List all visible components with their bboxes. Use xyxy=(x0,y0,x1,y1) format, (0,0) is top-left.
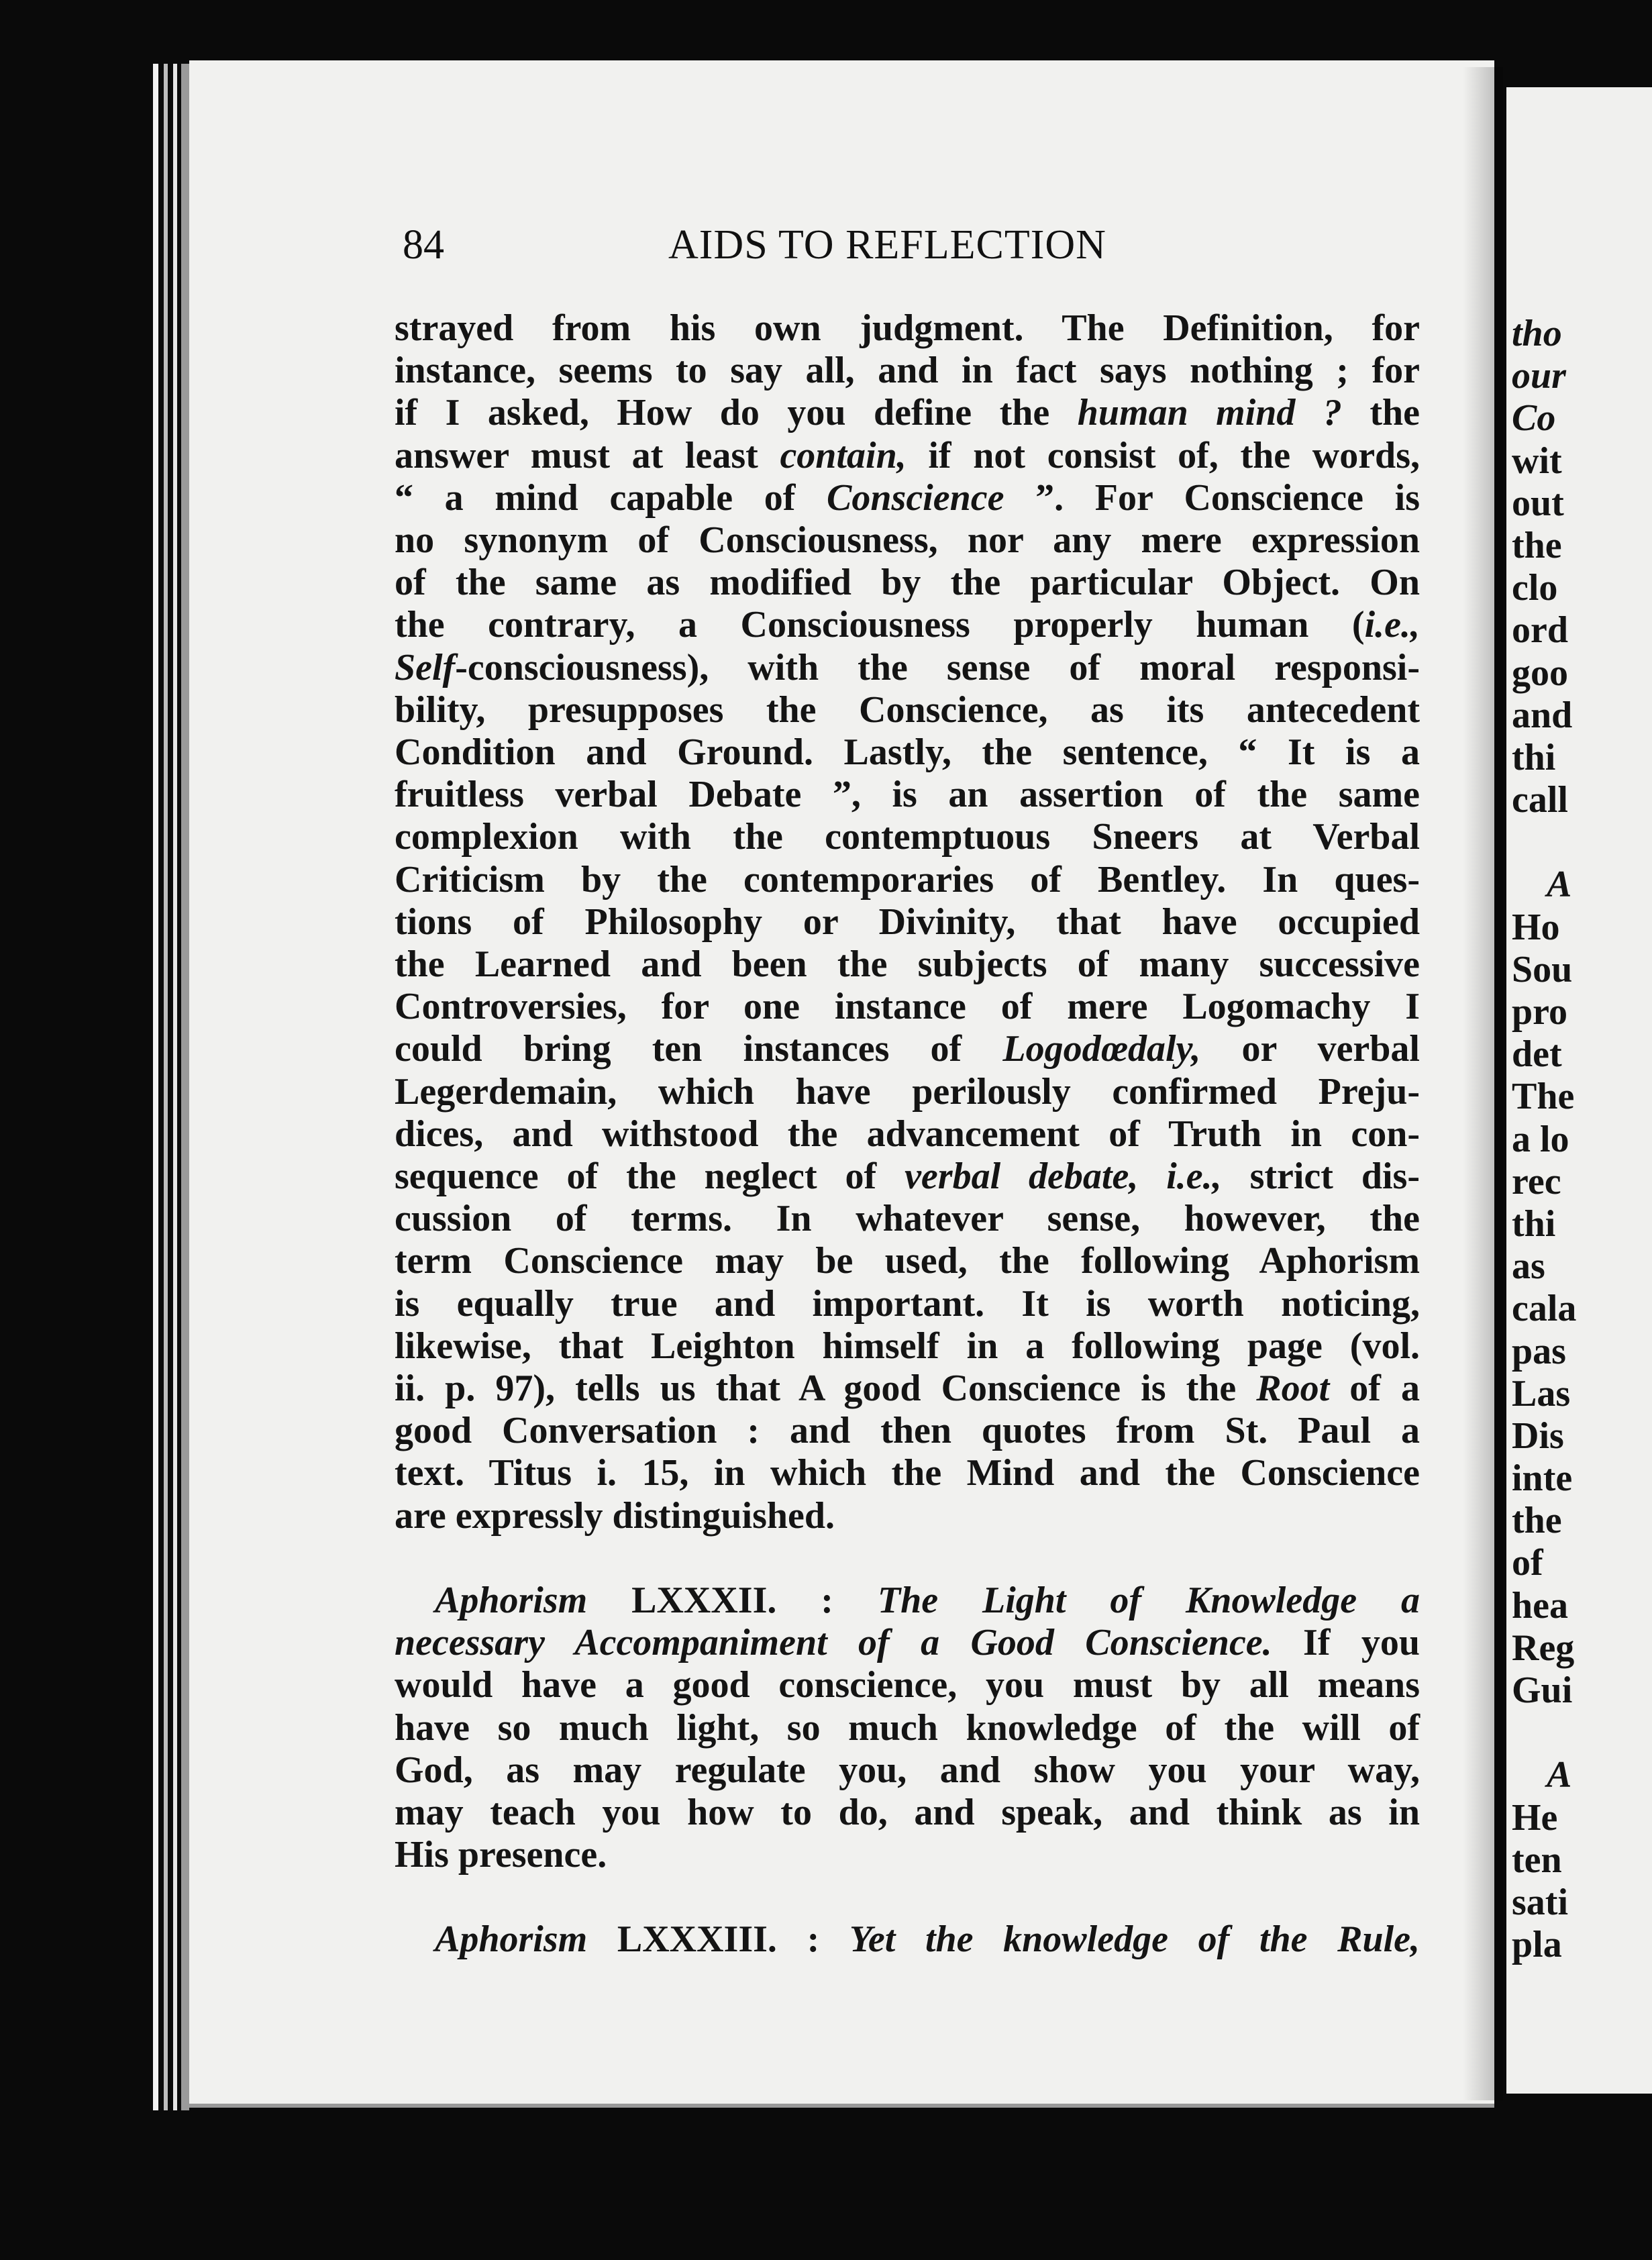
facing-page-fragment: out xyxy=(1512,482,1564,524)
facing-page-fragment: and xyxy=(1512,694,1573,736)
italic-phrase: Conscience xyxy=(827,476,1004,519)
running-head xyxy=(403,221,1389,275)
text-line: the contrary, a Consciousness properly human ( xyxy=(395,604,1365,646)
page-edge xyxy=(164,64,168,2110)
facing-page-fragment: ten xyxy=(1512,1839,1562,1881)
facing-page-fragment: cala xyxy=(1512,1288,1577,1330)
text-line: if I asked, How do you define the xyxy=(395,392,1078,434)
text-line: LXXXII. : xyxy=(587,1579,878,1621)
text-line: no synonym of Consciousness, nor any mere expression xyxy=(395,519,1420,562)
facing-page-fragment: A xyxy=(1547,1754,1572,1796)
text-line: text. Titus i. 15, in which the Mind and the Conscience xyxy=(395,1452,1420,1494)
text-line: Condition and Ground. Lastly, the sentence, “ It is a xyxy=(395,731,1420,774)
paragraph xyxy=(395,307,1420,1537)
facing-page-fragment: as xyxy=(1512,1245,1545,1288)
page-number: 84 xyxy=(403,222,444,268)
page-edge xyxy=(181,64,189,2110)
facing-page-fragment: pas xyxy=(1512,1330,1566,1372)
facing-page-fragment: the xyxy=(1512,524,1562,566)
italic-phrase: Root xyxy=(1256,1368,1330,1410)
text-line: would have a good conscience, you must by all means xyxy=(395,1664,1420,1706)
facing-page-fragment: Ho xyxy=(1512,906,1560,948)
text-line: strayed from his own judgment. The Definition, for xyxy=(395,307,1420,349)
text-line: are expressly distinguished. xyxy=(395,1494,835,1537)
facing-page-fragment: He xyxy=(1512,1796,1558,1839)
italic-phrase: contain, xyxy=(780,434,907,476)
italic-phrase: necessary Accompaniment of a Good Conscience. xyxy=(395,1622,1272,1664)
aphorism-82 xyxy=(395,1580,1420,1876)
facing-page-fragment: Co xyxy=(1512,397,1556,440)
text-line: have so much light, so much knowledge of the will of xyxy=(395,1706,1420,1749)
text-line: sequence of the neglect of xyxy=(395,1155,905,1198)
page-edge xyxy=(153,64,158,2110)
text-line: is equally true and important. It is worth noticing, xyxy=(395,1282,1420,1325)
gutter-shadow xyxy=(1463,67,1503,2100)
facing-page-fragment: Gui xyxy=(1512,1670,1573,1711)
italic-phrase: verbal debate, i.e., xyxy=(905,1155,1222,1198)
facing-page-fragment: call xyxy=(1512,779,1568,821)
text-line: the Learned and been the subjects of many successive xyxy=(395,943,1420,986)
facing-page-text xyxy=(1506,312,1576,1965)
text-line: “ a mind capable of xyxy=(395,476,827,519)
facing-page-fragment: of xyxy=(1512,1542,1543,1584)
text-line: tions of Philosophy or Divinity, that have occupied xyxy=(395,901,1420,943)
text-line: Legerdemain, which have perilously confirmed Preju- xyxy=(395,1070,1420,1113)
text-line: the xyxy=(1341,392,1420,434)
facing-page-fragment: our xyxy=(1512,355,1566,397)
facing-page-fragment: clo xyxy=(1512,567,1558,609)
text-line: good Conversation : and then quotes from St. Paul a xyxy=(395,1410,1420,1452)
page-body xyxy=(395,307,1420,1961)
facing-page-fragment xyxy=(1506,1711,1576,1753)
facing-page-fragment: rec xyxy=(1512,1160,1561,1202)
facing-page-fragment xyxy=(1506,821,1576,863)
text-line: fruitless verbal Debate ”, is an assertion of the same xyxy=(395,774,1420,816)
text-line: of the same as modified by the particular Object. On xyxy=(395,562,1420,604)
facing-page-fragment: a lo xyxy=(1512,1118,1569,1160)
facing-page-fragment: goo xyxy=(1512,652,1568,694)
text-line: bility, presupposes the Conscience, as its antecedent xyxy=(395,688,1420,731)
facing-page-fragment: inte xyxy=(1512,1457,1573,1500)
facing-page-fragment: sati xyxy=(1512,1881,1568,1923)
text-line: Criticism by the contemporaries of Bentley. In ques- xyxy=(395,858,1420,901)
italic-phrase: Aphorism xyxy=(435,1918,588,1961)
italic-phrase: Aphorism xyxy=(435,1579,588,1621)
page-edge xyxy=(173,64,177,2110)
facing-page-fragment: hea xyxy=(1512,1584,1568,1627)
text-line: likewise, that Leighton himself in a following page (vol. xyxy=(395,1325,1420,1367)
facing-page-fragment: ord xyxy=(1512,609,1568,652)
facing-page-fragment: the xyxy=(1512,1500,1562,1542)
text-line: instance, seems to say all, and in fact says nothing ; for xyxy=(395,350,1420,392)
text-line: If you xyxy=(1272,1622,1420,1664)
text-line: could bring ten instances of xyxy=(395,1028,1003,1070)
aphorism-83 xyxy=(395,1918,1420,1961)
text-line: God, as may regulate you, and show you your way, xyxy=(395,1749,1420,1791)
text-line: cussion of terms. In whatever sense, however, the xyxy=(395,1198,1420,1240)
facing-page-fragment: wit xyxy=(1512,440,1562,482)
facing-page-fragment: thi xyxy=(1512,1202,1556,1245)
italic-phrase: Yet the knowledge of the Rule, xyxy=(849,1918,1421,1961)
facing-page-fragment: Reg xyxy=(1512,1627,1575,1669)
text-line: of a xyxy=(1329,1368,1420,1410)
text-line: strict dis- xyxy=(1221,1155,1420,1198)
facing-page-fragment: A xyxy=(1547,864,1572,906)
facing-page xyxy=(1506,87,1652,2094)
text-line: LXXXIII. : xyxy=(587,1918,849,1961)
text-line: term Conscience may be used, the following Aphorism xyxy=(395,1240,1420,1282)
italic-phrase: Logodœdaly, xyxy=(1002,1028,1201,1070)
text-line: ”. For Conscience is xyxy=(1004,476,1421,519)
facing-page-fragment: Las xyxy=(1512,1372,1571,1415)
facing-page-fragment: The xyxy=(1512,1076,1575,1118)
text-line: if not consist of, the words, xyxy=(906,434,1420,476)
italic-phrase: Self xyxy=(395,646,456,688)
facing-page-fragment: pla xyxy=(1512,1924,1562,1966)
text-line: complexion with the contemptuous Sneers at Verbal xyxy=(395,816,1420,858)
italic-phrase: i.e., xyxy=(1364,604,1420,646)
facing-page-fragment: tho xyxy=(1512,313,1562,354)
facing-page-fragment: thi xyxy=(1512,736,1556,778)
running-title: AIDS TO REFLECTION xyxy=(668,222,1106,268)
text-line: or verbal xyxy=(1200,1028,1420,1070)
facing-page-fragment: Sou xyxy=(1512,948,1573,990)
italic-phrase: human mind ? xyxy=(1077,392,1342,434)
text-line: Controversies, for one instance of mere Logomachy I xyxy=(395,986,1420,1028)
italic-phrase: The Light of Knowledge a xyxy=(877,1579,1420,1621)
facing-page-fragment: pro xyxy=(1512,991,1567,1033)
text-line: -consciousness), with the sense of moral responsi- xyxy=(455,646,1420,688)
text-line: may teach you how to do, and speak, and think as in xyxy=(395,1791,1420,1833)
facing-page-fragment: det xyxy=(1512,1033,1562,1076)
text-line: dices, and withstood the advancement of Truth in con- xyxy=(395,1113,1420,1155)
text-line: ii. p. 97), tells us that A good Conscience is the xyxy=(395,1368,1257,1410)
text-line: answer must at least xyxy=(395,434,780,476)
facing-page-fragment: Dis xyxy=(1512,1415,1564,1457)
text-line: His presence. xyxy=(395,1834,607,1876)
